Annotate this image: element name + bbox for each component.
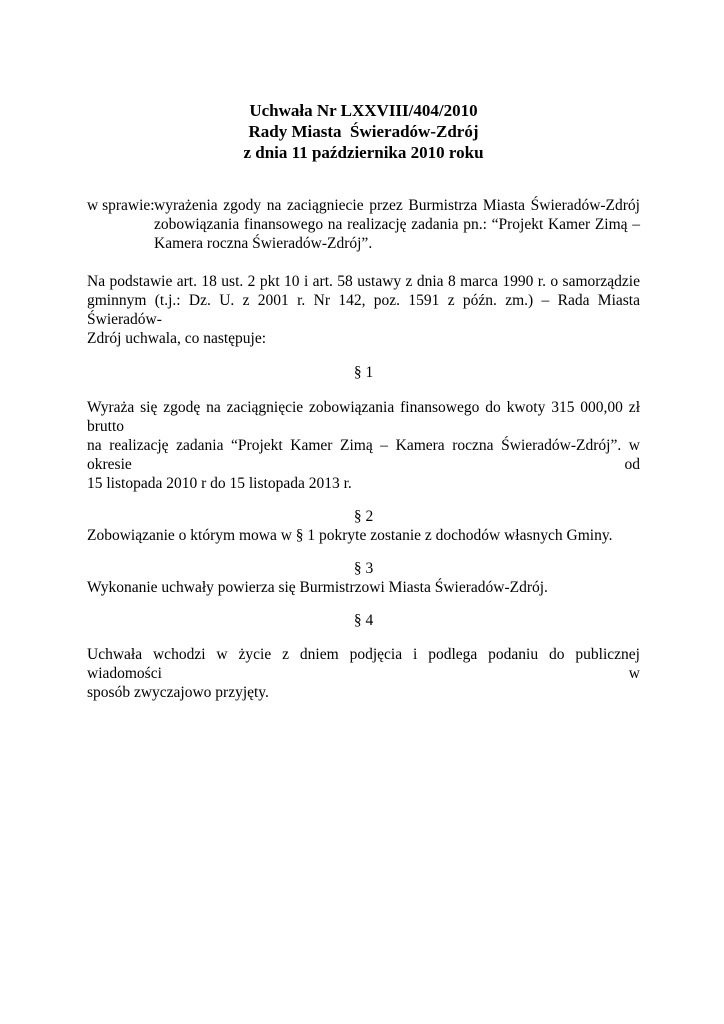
subject-line-1: wyrażenia zgody na zaciągniecie przez Burmistrza Miasta Świeradów-Zdrój <box>154 197 640 214</box>
document-page <box>87 100 640 702</box>
subject-line-2: zobowiązania finansowego na realizację zadania pn.: “Projekt Kamer Zimą – <box>154 216 640 233</box>
resolution-council: Rady Miasta Świeradów-Zdrój <box>248 122 479 141</box>
section-1-text <box>87 398 640 493</box>
section-1-line-2: na realizację zadania “Projekt Kamer Zimą – Kamera roczna Świeradów-Zdrój”. w okresie od <box>87 437 640 473</box>
section-mark-2: § 2 <box>353 508 374 525</box>
section-2-line-1: Zobowiązanie o którym mowa w § 1 pokryte zostanie z dochodów własnych Gminy. <box>87 527 613 544</box>
section-1-line-1: Wyraża się zgodę na zaciągnięcie zobowiązania finansowego do kwoty 315 000,00 zł brutto <box>87 399 640 435</box>
legal-basis-line-3: Zdrój uchwala, co następuje: <box>87 330 267 347</box>
section-4-line-2: sposób zwyczajowo przyjęty. <box>87 684 269 701</box>
section-mark-3: § 3 <box>353 560 374 577</box>
resolution-number: Uchwała Nr LXXVIII/404/2010 <box>249 101 478 120</box>
legal-basis <box>87 272 640 348</box>
section-3-line-1: Wykonanie uchwały powierza się Burmistrzowi Miasta Świeradów-Zdrój. <box>87 579 548 596</box>
subject-label: w sprawie: <box>87 197 155 214</box>
resolution-date: z dnia 11 października 2010 roku <box>243 143 484 162</box>
subject-block <box>87 196 640 253</box>
section-mark-4: § 4 <box>353 612 374 629</box>
legal-basis-line-2: gminnym (t.j.: Dz. U. z 2001 r. Nr 142, poz. 1591 z późn. zm.) – Rada Miasta Świeradów- <box>87 292 640 328</box>
section-4-line-1: Uchwała wchodzi w życie z dniem podjęcia i podlega podaniu do publicznej wiadomości w <box>87 646 640 682</box>
resolution-header <box>87 100 640 163</box>
section-mark-1: § 1 <box>353 364 374 381</box>
section-3-text <box>87 578 640 597</box>
subject-text <box>154 196 640 253</box>
section-2-text <box>87 526 640 545</box>
section-4-text <box>87 645 640 702</box>
subject-line-3: Kamera roczna Świeradów-Zdrój”. <box>154 235 373 252</box>
section-1-line-3: 15 listopada 2010 r do 15 listopada 2013 r. <box>87 475 352 492</box>
legal-basis-line-1: Na podstawie art. 18 ust. 2 pkt 10 i art. 58 ustawy z dnia 8 marca 1990 r. o samorządzie <box>87 273 640 290</box>
